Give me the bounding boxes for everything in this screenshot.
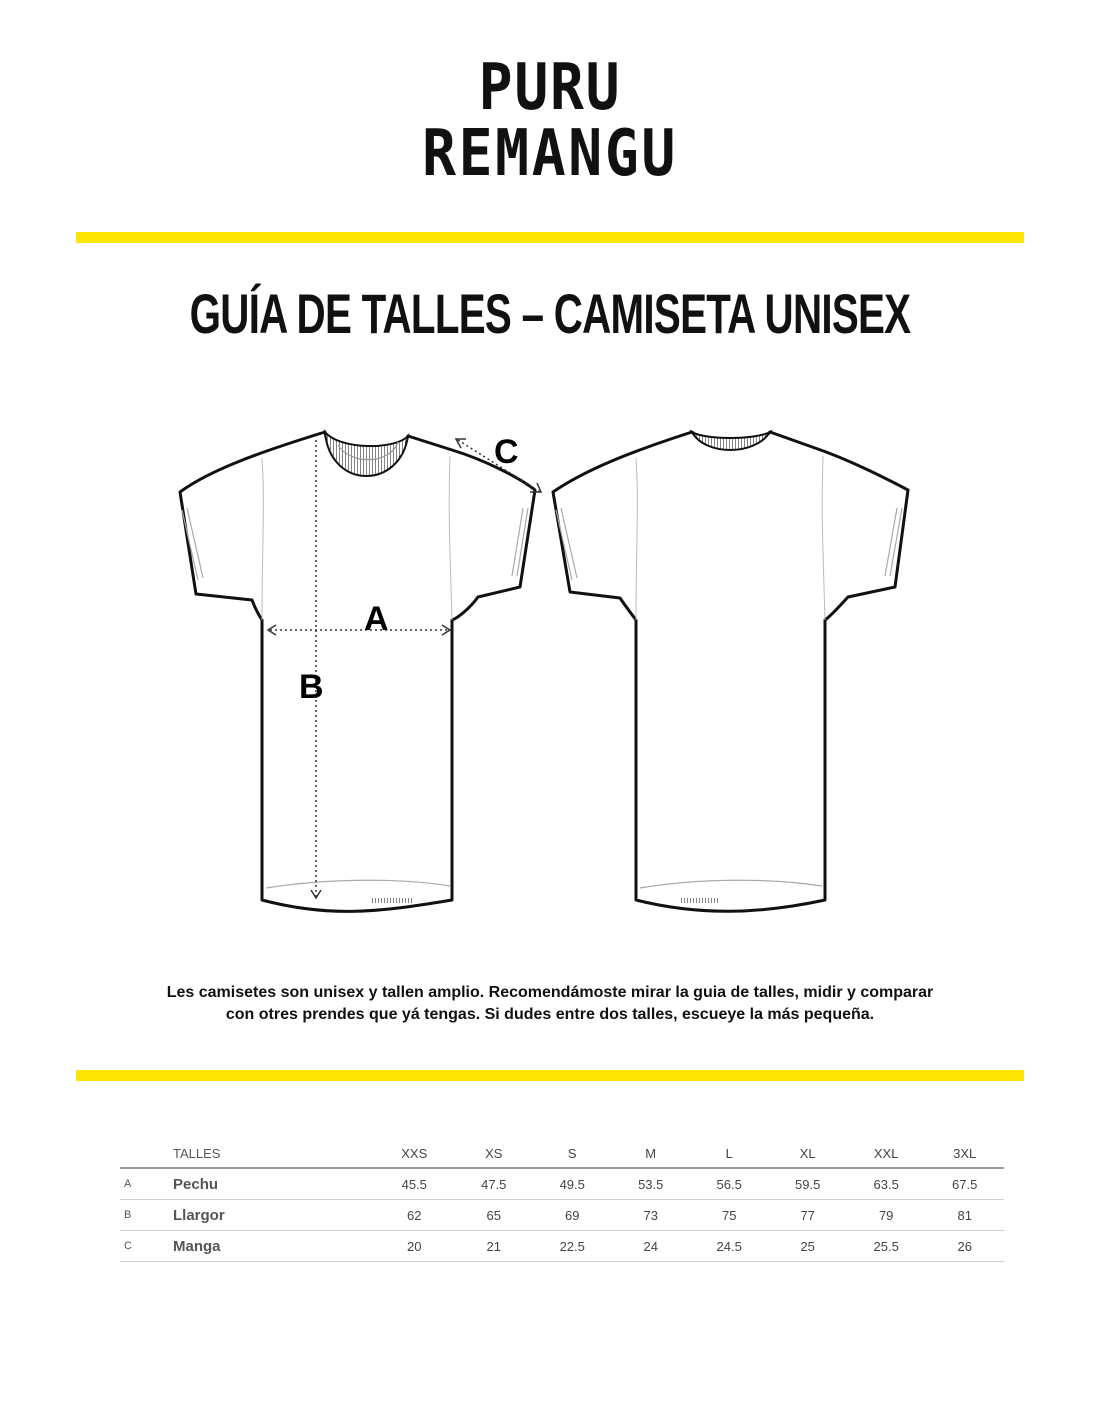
note-line-1: Les camisetes son unisex y tallen amplio. Recomendámoste mirar la guia de talles, midir y comparar <box>166 984 934 1001</box>
table-cell: 53.5 <box>611 1168 689 1200</box>
table-cell: 63.5 <box>847 1168 925 1200</box>
row-key: C <box>120 1231 165 1262</box>
table-cell: 69 <box>533 1200 611 1231</box>
table-cell: 77 <box>768 1200 846 1231</box>
key-header <box>120 1130 165 1168</box>
row-key: B <box>120 1200 165 1231</box>
size-header: L <box>690 1130 768 1168</box>
table-cell: 45.5 <box>374 1168 455 1200</box>
table-row <box>120 1168 1004 1200</box>
table-cell: 22.5 <box>533 1231 611 1262</box>
table-cell: 24.5 <box>690 1231 768 1262</box>
page-title: GUÍA DE TALLES – CAMISETA UNISEX <box>189 282 911 345</box>
table-cell: 59.5 <box>768 1168 846 1200</box>
talles-header: TALLES <box>165 1130 374 1168</box>
size-table <box>120 1130 1004 1262</box>
row-key: A <box>120 1168 165 1200</box>
table-row <box>120 1231 1004 1262</box>
table-cell: 26 <box>925 1231 1004 1262</box>
label-c: C <box>494 433 519 471</box>
table-cell: 79 <box>847 1200 925 1231</box>
table-cell: 20 <box>374 1231 455 1262</box>
table-row <box>120 1200 1004 1231</box>
label-a: A <box>364 600 389 638</box>
tshirt-diagram <box>0 380 1100 960</box>
table-cell: 56.5 <box>690 1168 768 1200</box>
sizing-note <box>100 982 1000 1026</box>
table-cell: 81 <box>925 1200 1004 1231</box>
note-line-2: con otres prendes que yá tengas. Si dudes entre dos talles, escueye la más pequeña. <box>225 1006 875 1023</box>
table-cell: 25 <box>768 1231 846 1262</box>
label-b: B <box>299 668 324 706</box>
table-cell: 25.5 <box>847 1231 925 1262</box>
size-header: XS <box>455 1130 533 1168</box>
table-cell: 73 <box>611 1200 689 1231</box>
size-header: 3XL <box>925 1130 1004 1168</box>
table-cell: 21 <box>455 1231 533 1262</box>
row-label: Manga <box>165 1231 374 1262</box>
table-cell: 75 <box>690 1200 768 1231</box>
size-header: M <box>611 1130 689 1168</box>
size-header: S <box>533 1130 611 1168</box>
bottom-divider <box>76 1070 1024 1081</box>
table-header-row <box>120 1130 1004 1168</box>
table-cell: 65 <box>455 1200 533 1231</box>
table-cell: 49.5 <box>533 1168 611 1200</box>
table-cell: 47.5 <box>455 1168 533 1200</box>
row-label: Pechu <box>165 1168 374 1200</box>
logo-line-2: REMANGU <box>422 117 678 191</box>
row-label: Llargor <box>165 1200 374 1231</box>
table-cell: 62 <box>374 1200 455 1231</box>
size-header: XL <box>768 1130 846 1168</box>
logo-line-1: PURU <box>478 51 622 125</box>
front-tshirt <box>180 432 541 911</box>
table-cell: 67.5 <box>925 1168 1004 1200</box>
size-header: XXL <box>847 1130 925 1168</box>
top-divider <box>76 232 1024 243</box>
brand-logo <box>0 51 1100 191</box>
size-header: XXS <box>374 1130 455 1168</box>
back-tshirt <box>553 432 908 911</box>
table-cell: 24 <box>611 1231 689 1262</box>
